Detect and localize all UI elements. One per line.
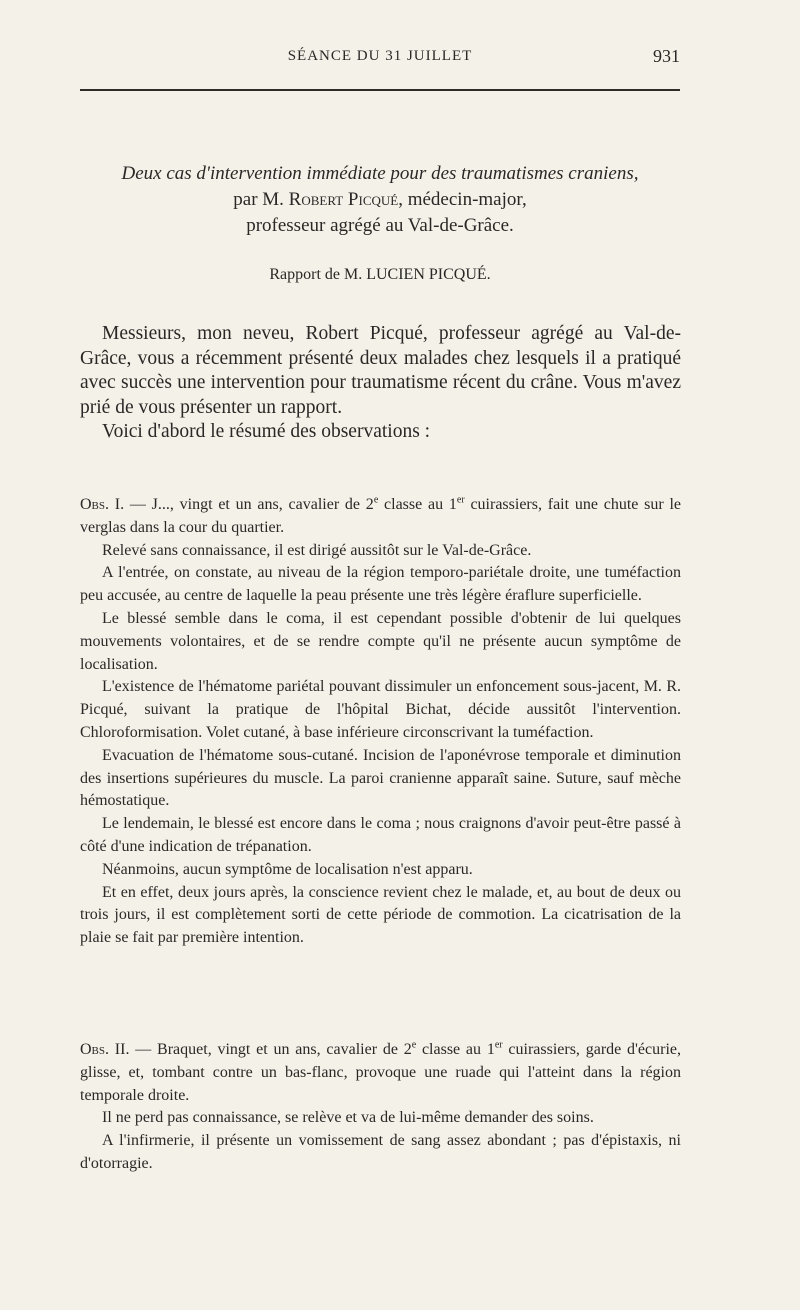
article-title: Deux cas d'intervention immédiate pour des traumatismes craniens, (121, 163, 639, 184)
author-prefix: par M. (233, 189, 284, 210)
lead-paragraph: Messieurs, mon neveu, Robert Picqué, professeur agrégé au Val-de-Grâce, vous a récemment présenté deux malades chez lesquels il a pratiqué avec succès une intervention pour traumatisme récent du crâne. Vous m'avez prié de vous présenter un rapport. (80, 323, 681, 418)
obs1-paragraph: L'existence de l'hématome pariétal pouvant dissimuler un enfoncement sous-jacent, M. R. Picqué, suivant la pratique de l'hôpital Bichat, décide aussitôt l'intervention. Chloroformisation. Volet cutané, à base inférieure circonscrivant la tuméfaction. (80, 678, 681, 741)
observation-2 (80, 1039, 681, 1176)
obs1-paragraph: Evacuation de l'hématome sous-cutané. Incision de l'aponévrose temporale et diminution des insertions supérieures du muscle. La paroi cranienne apparaît saine. Suture, sauf mèche hémostatique. (80, 746, 681, 810)
obs1-label: Obs. I. (80, 496, 125, 513)
author-title: professeur agrégé au Val-de-Grâce. (246, 215, 514, 236)
running-title: SÉANCE DU 31 JUILLET (287, 48, 473, 64)
obs1-paragraph: Néanmoins, aucun symptôme de localisation n'est apparu. (102, 860, 473, 878)
obs1-paragraph: Le lendemain, le blessé est encore dans le coma ; nous craignons d'avoir peut-être passé à côté d'une indication de trépanation. (80, 815, 681, 855)
header-rule (80, 89, 680, 91)
lead-section (80, 322, 681, 445)
observation-1 (80, 494, 681, 950)
obs1-paragraph: Relevé sans connaissance, il est dirigé aussitôt sur le Val-de-Grâce. (102, 541, 532, 559)
obs2-paragraph: A l'infirmerie, il présente un vomissement de sang assez abondant ; pas d'épistaxis, ni d'otorragie. (80, 1132, 681, 1172)
author-line (80, 187, 680, 213)
obs2-intro: Obs. II. — Braquet, vingt et un ans, cavalier de 2e classe au 1er cuirassiers, garde d'écurie, glisse, et, tombant contre un bas-flanc, provoque une ruade qui l'atteint dans la région temporale droite. (80, 1039, 681, 1104)
page-number: 931 (653, 46, 680, 66)
report-line: Rapport de M. LUCIEN PICQUÉ. (269, 266, 491, 283)
obs1-paragraph: A l'entrée, on constate, au niveau de la région temporo-pariétale droite, une tuméfaction peu accusée, au centre de laquelle la peau présente une très légère éraflure superficielle. (80, 564, 681, 605)
article-title-block (80, 161, 680, 239)
lead-paragraph: Voici d'abord le résumé des observations : (102, 421, 431, 442)
obs1-intro: Obs. I. — J..., vingt et un ans, cavalier de 2e classe au 1er cuirassiers, fait une chute sur le verglas dans la cour du quartier. (80, 494, 682, 536)
author-name: Robert Picqué (288, 189, 399, 210)
running-head (80, 48, 680, 74)
obs2-label: Obs. II. (80, 1041, 130, 1058)
obs1-paragraph: Le blessé semble dans le coma, il est cependant possible d'obtenir de lui quelques mouvements volontaires, et de se rendre compte qu'il ne présente aucun symptôme de localisation. (80, 609, 681, 673)
obs1-paragraph: Et en effet, deux jours après, la conscience revient chez le malade, et, au bout de deux ou trois jours, il est complètement sorti de cette période de commotion. La cicatrisation de la plaie se fait par première intention. (80, 883, 681, 947)
author-role: , médecin-major, (398, 189, 527, 210)
obs2-paragraph: Il ne perd pas connaissance, se relève et va de lui-même demander des soins. (102, 1109, 594, 1127)
